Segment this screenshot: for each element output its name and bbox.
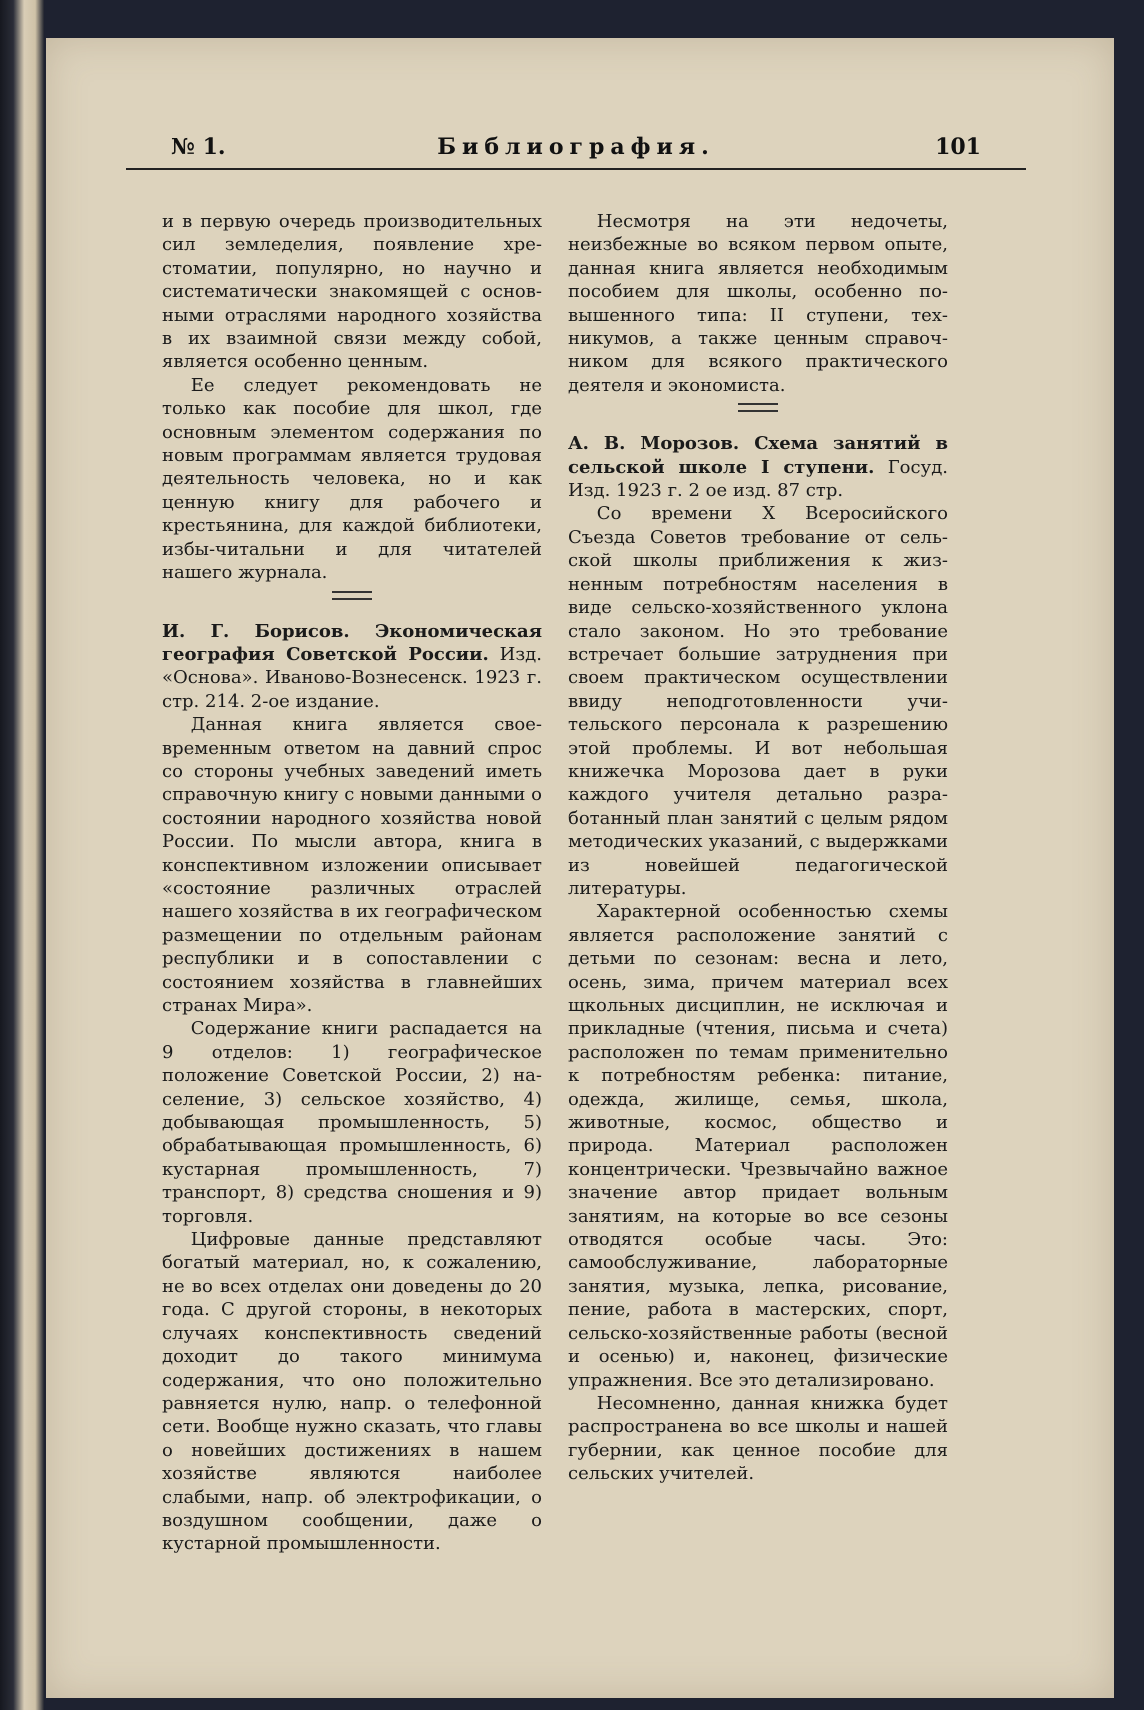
paragraph: Данная книга является своевременным ответом на давний спрос со стороны учебных заведений иметь справочную книгу с новыми данными о состоянии народного хозяйства новой России. По мысли автора, книга в конспективном изложении описывает «состояние различных отраслей нашего хозяйства в их географическом размещении по отдельным районам республики и в сопоставлении с состоянием хозяйства в главнейших странах Мира». xyxy=(162,714,542,1016)
left-column xyxy=(162,210,542,1556)
issue-number: № 1. xyxy=(171,134,226,160)
review-publication: Изд. «Основа». Иваново-Вознесенск. 1923 г. стр. 214. 2-ое издание. xyxy=(162,643,542,712)
paragraph: и в первую очередь производительных сил земледелия, появление хрестоматии, популярно, но научно и систематически знакомящей с основными отраслями народного хозяйства в их взаимной связи между собой, является особенно ценным. xyxy=(162,211,542,373)
book-spine-edge xyxy=(0,0,44,1710)
review-publication: Госуд. Изд. 1923 г. 2 ое изд. 87 стр. xyxy=(568,456,948,502)
paragraph: Несомненно, данная книжка будет распространена во все школы и нашей губернии, как ценное пособие для сельских учителей. xyxy=(568,1392,948,1485)
section-divider xyxy=(738,403,778,412)
book-page xyxy=(46,38,1114,1698)
paragraph: Характерной особенностью схемы является расположение занятий с детьми по сезонам: весна и лето, осень, зима, причем материал всех щкольных дисциплин, не исключая и прикладные (чтения, письма и счета) расположен по темам применительно к потребностям ребенка: питание, одежда, жилище, семья, школа, животные, космос, общество и природа. Материал расположен концентрически. Чрезвычайно важное значение автор придает вольным занятиям, на которые во все сезоны отводятся особые часы. Это: самообслуживание, лабораторные занятия, музыка, лепка, рисование, пение, работа в мастерских, спорт, сельско-хозяйственные работы (весной и осенью) и, наконец, физические упражнения. Все это детализировано. xyxy=(568,901,948,1391)
section-title: Библиография. xyxy=(437,134,715,160)
review-title: А. В. Морозов. Схема занятий в сельской школе I ступени. xyxy=(568,433,948,478)
right-column xyxy=(568,210,948,1486)
page-number: 101 xyxy=(935,134,981,160)
paragraph: Несмотря на эти недочеты, неизбежные во всяком первом опыте, данная книга является необходимым пособием для школы, особенно повышенного типа: II ступени, техникумов, а также ценным справочником для всякого практического деятеля и экономиста. xyxy=(568,211,948,396)
section-divider xyxy=(332,591,372,600)
paragraph: Цифровые данные представляют богатый материал, но, к сожалению, не во всех отделах они доведены до 20 года. С другой стороны, в некоторых случаях конспективность сведений доходит до такого минимума содержания, что оно положительно равняется нулю, напр. о телефонной сети. Вообще нужно сказать, что главы о новейших достижениях в нашем хозяйстве являются наиболее слабыми, напр. об электрофикации, о воздушном сообщении, даже о кустарной промышленности. xyxy=(162,1229,542,1555)
paragraph: Со времени X Всеросийского Съезда Советов требование от сельской школы приближения к жизненным потребностям населения в виде сельско-хозяйственного уклона стало законом. Но это требование встречает большие затруднения при своем практическом осуществлении ввиду неподготовленности учительского персонала к разрешению этой проблемы. И вот небольшая книжечка Морозова дает в руки каждого учителя детально разработанный план занятий с целым рядом методических указаний, с выдержками из новейшей педагогической литературы. xyxy=(568,503,948,899)
paragraph: Ее следует рекомендовать не только как пособие для школ, где основным элементом содержания по новым программам является трудовая деятельность человека, но и как ценную книгу для рабочего и крестьянина, для каждой библиотеки, избы-читальни и для читателей нашего журнала. xyxy=(162,374,542,584)
page-header xyxy=(126,128,1026,170)
review-citation xyxy=(162,620,542,714)
paragraph: Содержание книги распадается на 9 отделов: 1) географическое положение Советской России, 2) население, 3) сельское хозяйство, 4) добывающая промышленность, 5) обрабатывающая промышленность, 6) кустарная промышленность, 7) транспорт, 8) средства сношения и 9) торговля. xyxy=(162,1018,542,1227)
review-citation xyxy=(568,432,948,502)
review-title: И. Г. Борисов. Экономическая география Советской России. xyxy=(162,620,542,665)
